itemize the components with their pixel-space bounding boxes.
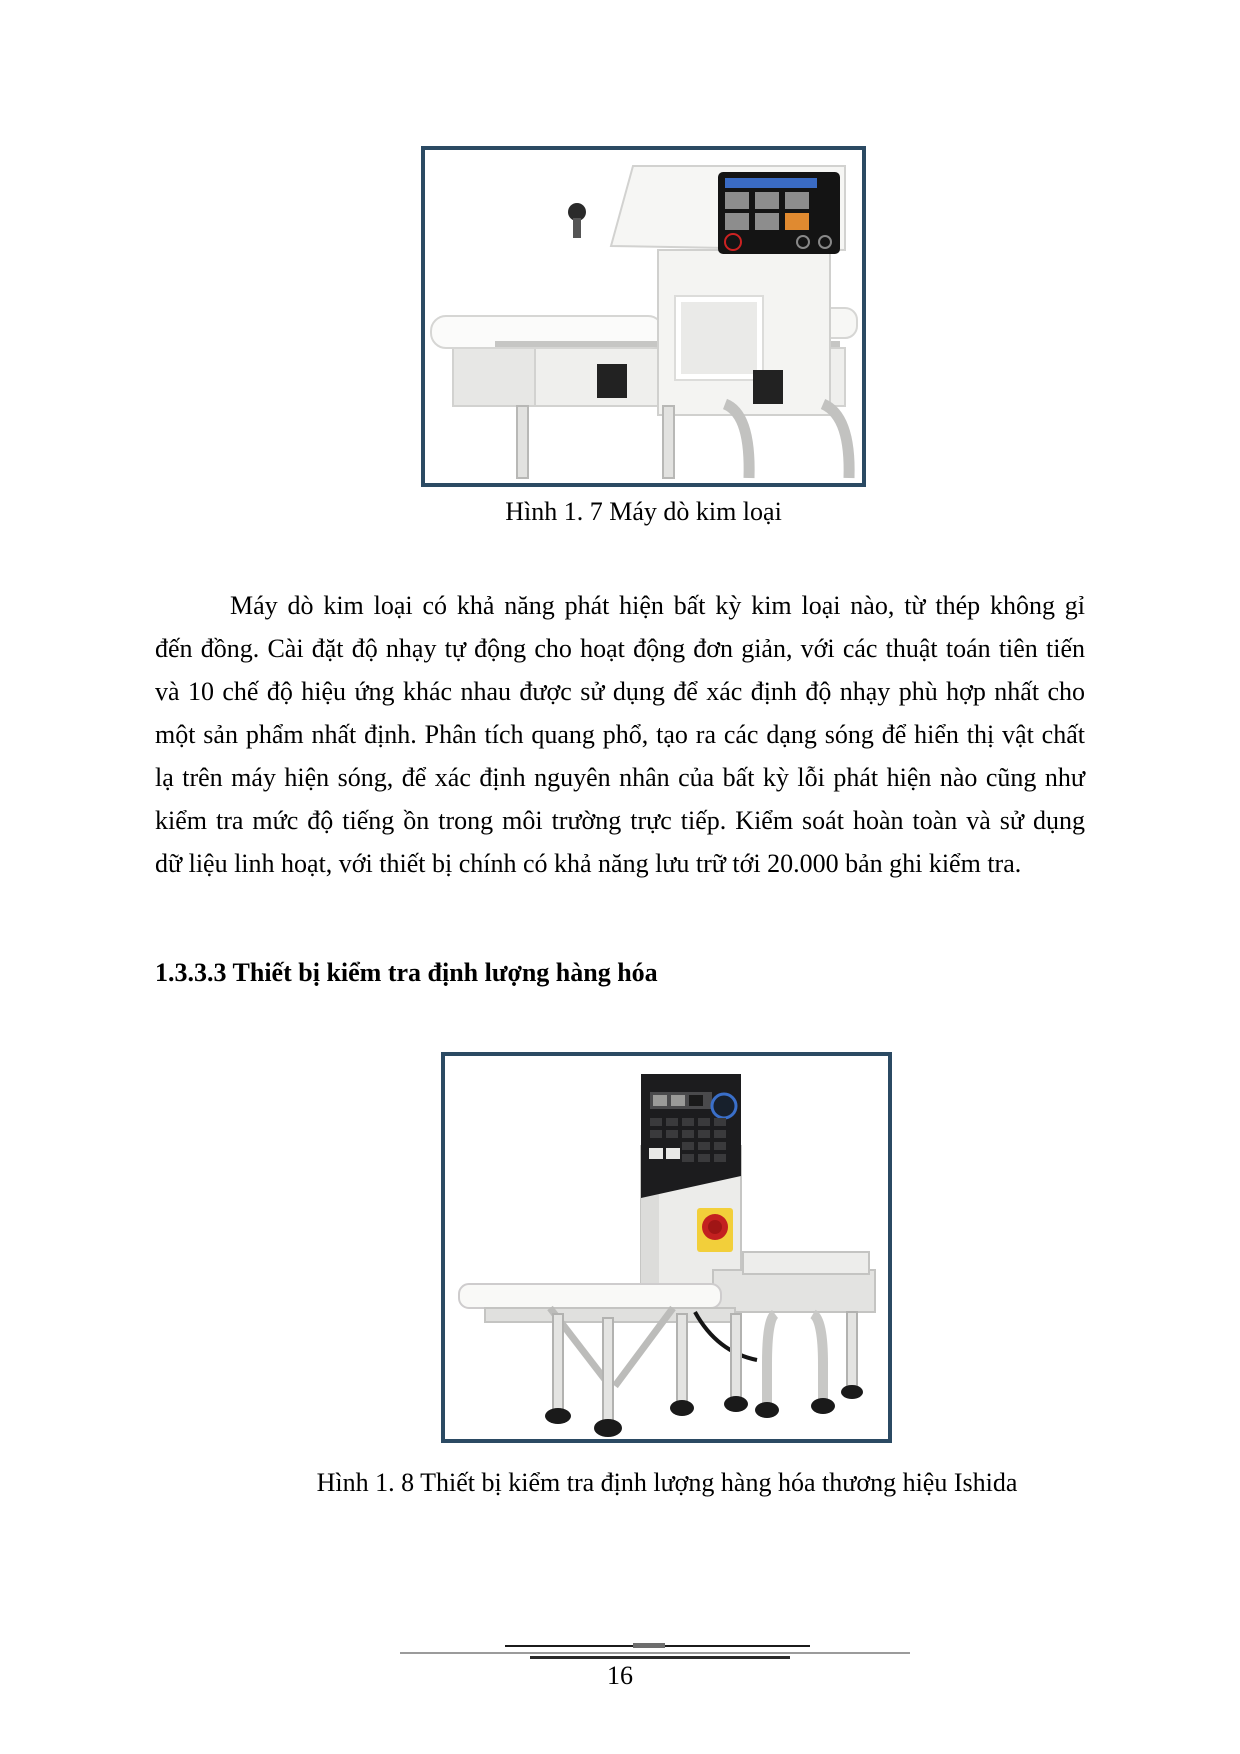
paragraph-line: Máy dò kim loại có khả năng phát hiện bất kỳ kim loại nào, từ thép không gỉ [230, 591, 1085, 620]
paragraph-line: và 10 chế độ hiệu ứng khác nhau được sử dụng để xác định độ nhạy phù hợp nhất cho [155, 677, 1085, 706]
figure-1-7-frame [421, 146, 866, 487]
checkweigher-illustration [445, 1056, 888, 1439]
paragraph-line: dữ liệu linh hoạt, với thiết bị chính có khả năng lưu trữ tới 20.000 bản ghi kiểm tra. [155, 849, 1022, 878]
footer-rule-bottom [530, 1656, 790, 1659]
footer-rule-thick-segment [633, 1643, 665, 1648]
figure-1-7-caption: Hình 1. 7 Máy dò kim loại [505, 497, 782, 526]
figure-1-8-caption: Hình 1. 8 Thiết bị kiểm tra định lượng hàng hóa thương hiệu Ishida [316, 1468, 1018, 1497]
paragraph-line: đến đồng. Cài đặt độ nhạy tự động cho hoạt động đơn giản, với các thuật toán tiên tiến [155, 634, 1085, 663]
paragraph-line: một sản phẩm nhất định. Phân tích quang phổ, tạo ra các dạng sóng để hiển thị vật chất [155, 720, 1085, 749]
metal-detector-illustration [425, 150, 862, 483]
figure-1-8-frame [441, 1052, 892, 1443]
paragraph-line: lạ trên máy hiện sóng, để xác định nguyên nhân của bất kỳ lỗi phát hiện nào cũng như [155, 763, 1085, 792]
paragraph-line: kiểm tra mức độ tiếng ồn trong môi trường trực tiếp. Kiểm soát hoàn toàn và sử dụng [155, 806, 1085, 835]
body-paragraph [155, 584, 1085, 885]
footer-rule-gray [400, 1652, 910, 1654]
page-number: 16 [607, 1661, 633, 1690]
section-heading-1-3-3-3: 1.3.3.3 Thiết bị kiểm tra định lượng hàng hóa [155, 958, 658, 987]
